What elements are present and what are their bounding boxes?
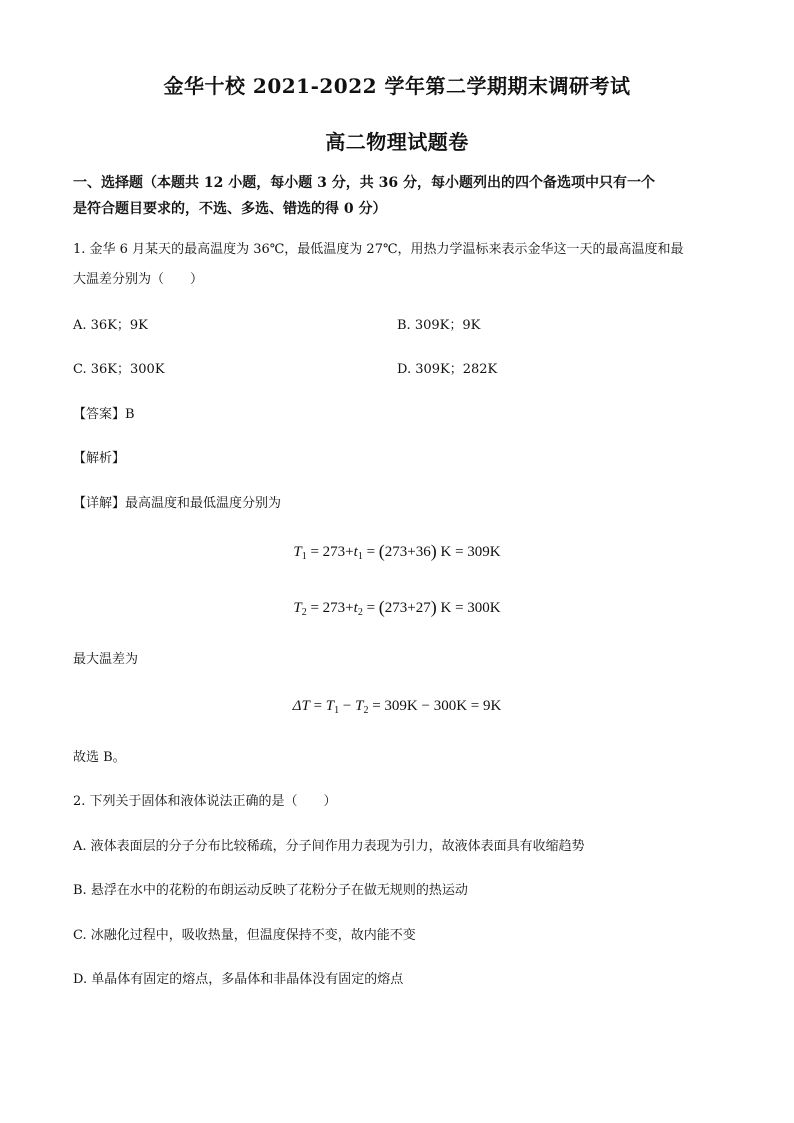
equation-delta-t: $\Delta T = T_1 - T_2 = 309K - 300K = 9K$ (292, 698, 502, 716)
exam-subtitle: 高二物理试题卷 (325, 130, 469, 154)
q2-option-d: D. 单晶体有固定的熔点，多晶体和非晶体没有固定的熔点 (73, 972, 404, 987)
q1-analysis-label: 【解析】 (73, 451, 126, 466)
equation-t1: $T_1 = 273+t_1 = (273+36) K = 309K$ (293, 541, 501, 562)
q1-maxdiff-label: 最大温差为 (73, 652, 139, 667)
q1-conclusion: 故选 B。 (73, 750, 126, 765)
section-heading-line1: 一、选择题（本题共 12 小题，每小题 3 分，共 36 分，每小题列出的四个备选项中只有一个 (73, 175, 655, 191)
q1-stem-line2: 大温差分别为（ ） (73, 272, 204, 287)
section-heading-line2: 是符合题目要求的，不选、多选、错选的得 0 分） (73, 201, 387, 217)
q1-option-b: B. 309K；9K (397, 318, 481, 333)
q2-stem: 2. 下列关于固体和液体说法正确的是（ ） (73, 794, 337, 809)
q1-stem-line1: 1. 金华 6 月某天的最高温度为 36℃，最低温度为 27℃，用热力学温标来表示金华这一天的最高温度和最 (73, 242, 684, 257)
q2-option-b: B. 悬浮在水中的花粉的布朗运动反映了花粉分子在做无规则的热运动 (73, 883, 468, 898)
q1-option-c: C. 36K；300K (73, 362, 165, 377)
equation-t2: $T_2 = 273+t_2 = (273+27) K = 300K$ (293, 597, 501, 618)
q2-option-a: A. 液体表面层的分子分布比较稀疏，分子间作用力表现为引力，故液体表面具有收缩趋势 (73, 839, 585, 854)
q1-answer: 【答案】B (73, 407, 135, 422)
q1-option-d: D. 309K；282K (397, 362, 498, 377)
q1-detail: 【详解】最高温度和最低温度分别为 (73, 496, 282, 511)
exam-title: 金华十校 2021-2022 学年第二学期期末调研考试 (163, 74, 631, 98)
q1-option-a: A. 36K；9K (73, 318, 148, 333)
q2-option-c: C. 冰融化过程中，吸收热量，但温度保持不变，故内能不变 (73, 928, 416, 943)
